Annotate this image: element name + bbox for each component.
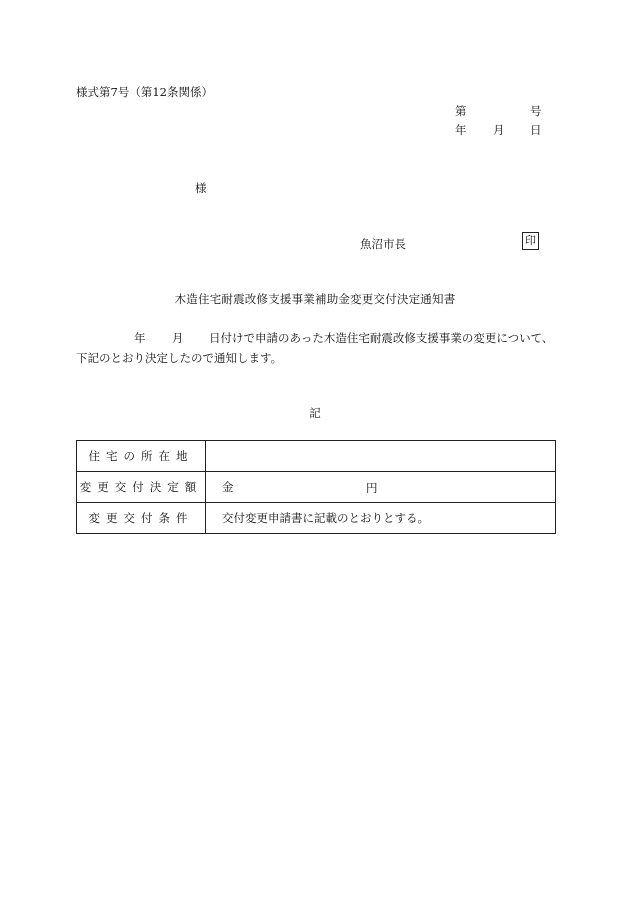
form-number: 様式第7号（第12条関係） — [76, 85, 213, 99]
ki-heading: 記 — [309, 406, 321, 420]
issue-date-month: 月 — [493, 123, 505, 137]
document-number-suffix: 号 — [530, 104, 542, 118]
conditions-value: 交付変更申請書に記載のとおりとする。 — [206, 503, 556, 534]
amount-cell — [206, 472, 556, 503]
body-month: 月 — [172, 331, 184, 345]
document-number-prefix: 第 — [455, 104, 467, 118]
table-row — [77, 472, 556, 503]
table-row — [77, 441, 556, 472]
body-year: 年 — [134, 331, 146, 345]
amount-label: 変更交付決定額 — [77, 472, 206, 503]
table-row — [77, 503, 556, 534]
amount-prefix: 金 — [222, 480, 234, 494]
issue-date-year: 年 — [455, 123, 467, 137]
body-line-1-text: 日付けで申請のあった木造住宅耐震改修支援事業の変更について、 — [209, 331, 554, 345]
body-line-1 — [76, 330, 558, 346]
address-value — [206, 441, 556, 472]
issue-date-day: 日 — [530, 123, 542, 137]
document-title: 木造住宅耐震改修支援事業補助金変更交付決定通知書 — [174, 292, 456, 306]
seal-mark: 印 — [522, 232, 539, 250]
amount-unit: 円 — [366, 481, 378, 495]
body-line-2: 下記のとおり決定したので通知します。 — [76, 351, 283, 365]
address-label: 住宅の所在地 — [77, 441, 206, 472]
issuer-name: 魚沼市長 — [360, 237, 406, 251]
addressee-honorific: 様 — [195, 181, 207, 195]
conditions-label: 変更交付条件 — [77, 503, 206, 534]
details-table — [76, 440, 556, 534]
